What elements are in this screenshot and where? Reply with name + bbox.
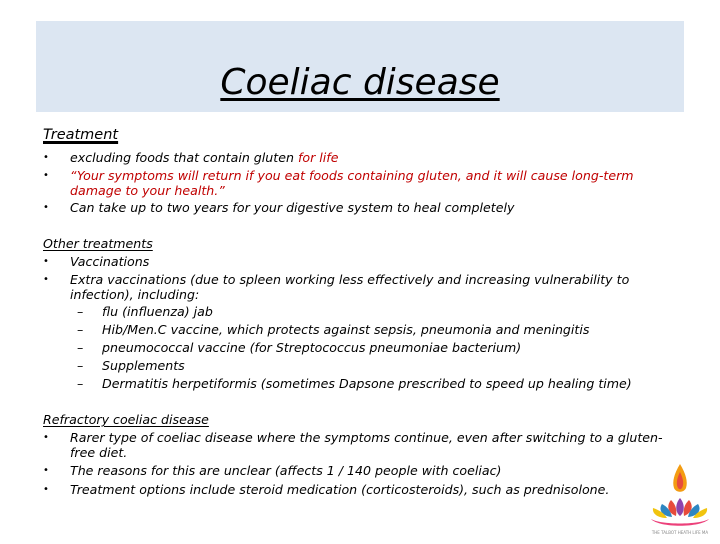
bullet: • [43, 465, 49, 476]
dash: – [77, 376, 84, 391]
bullet: • [43, 202, 49, 213]
refractory-heading: Refractory coeliac disease [43, 412, 209, 427]
refractory-item-text: Treatment options include steroid medication (corticosteroids), such as prednisolone. [70, 482, 610, 497]
sub-item-text: flu (influenza) jab [102, 304, 213, 319]
other-item-text: Extra vaccinations (due to spleen working less effectively and increasing vulnerability to infection), including: [70, 272, 630, 302]
treatment-heading: Treatment [43, 127, 119, 143]
bullet: • [43, 170, 49, 181]
bullet: • [43, 484, 49, 495]
logo-caption: THE TALBOT HEATH LIFE MA [651, 530, 709, 535]
sub-item-text: Dermatitis herpetiformis (sometimes Dapsone prescribed to speed up healing time) [102, 376, 632, 391]
refractory-item-text: The reasons for this are unclear (affects 1 / 140 people with coeliac) [70, 463, 502, 478]
other-item-text: Vaccinations [70, 254, 150, 269]
page-title: Coeliac disease [220, 62, 500, 103]
refractory-item-text: Rarer type of coeliac disease where the symptoms continue, even after switching to a gluten-free diet. [70, 430, 663, 460]
sub-item-text: Supplements [102, 358, 185, 373]
diya-lamp-logo [641, 462, 719, 540]
sub-item-text: pneumococcal vaccine (for Streptococcus pneumoniae bacterium) [102, 340, 522, 355]
bullet: • [43, 432, 49, 443]
sub-item-text: Hib/Men.C vaccine, which protects against sepsis, pneumonia and meningitis [102, 322, 590, 337]
other-treatments-heading: Other treatments [43, 236, 153, 251]
bullet: • [43, 274, 49, 285]
bullet: • [43, 256, 49, 267]
title-band [36, 21, 684, 112]
dash: – [77, 358, 84, 373]
treatment-item-text: excluding foods that contain gluten for life [70, 150, 339, 165]
treatment-item-text: Can take up to two years for your digestive system to heal completely [70, 200, 515, 215]
bullet: • [43, 152, 49, 163]
treatment-quote: “Your symptoms will return if you eat foods containing gluten, and it will cause long-term damage to your health.” [70, 168, 634, 198]
dash: – [77, 340, 84, 355]
diya-lamp-icon [641, 462, 719, 540]
dash: – [77, 304, 84, 319]
dash: – [77, 322, 84, 337]
